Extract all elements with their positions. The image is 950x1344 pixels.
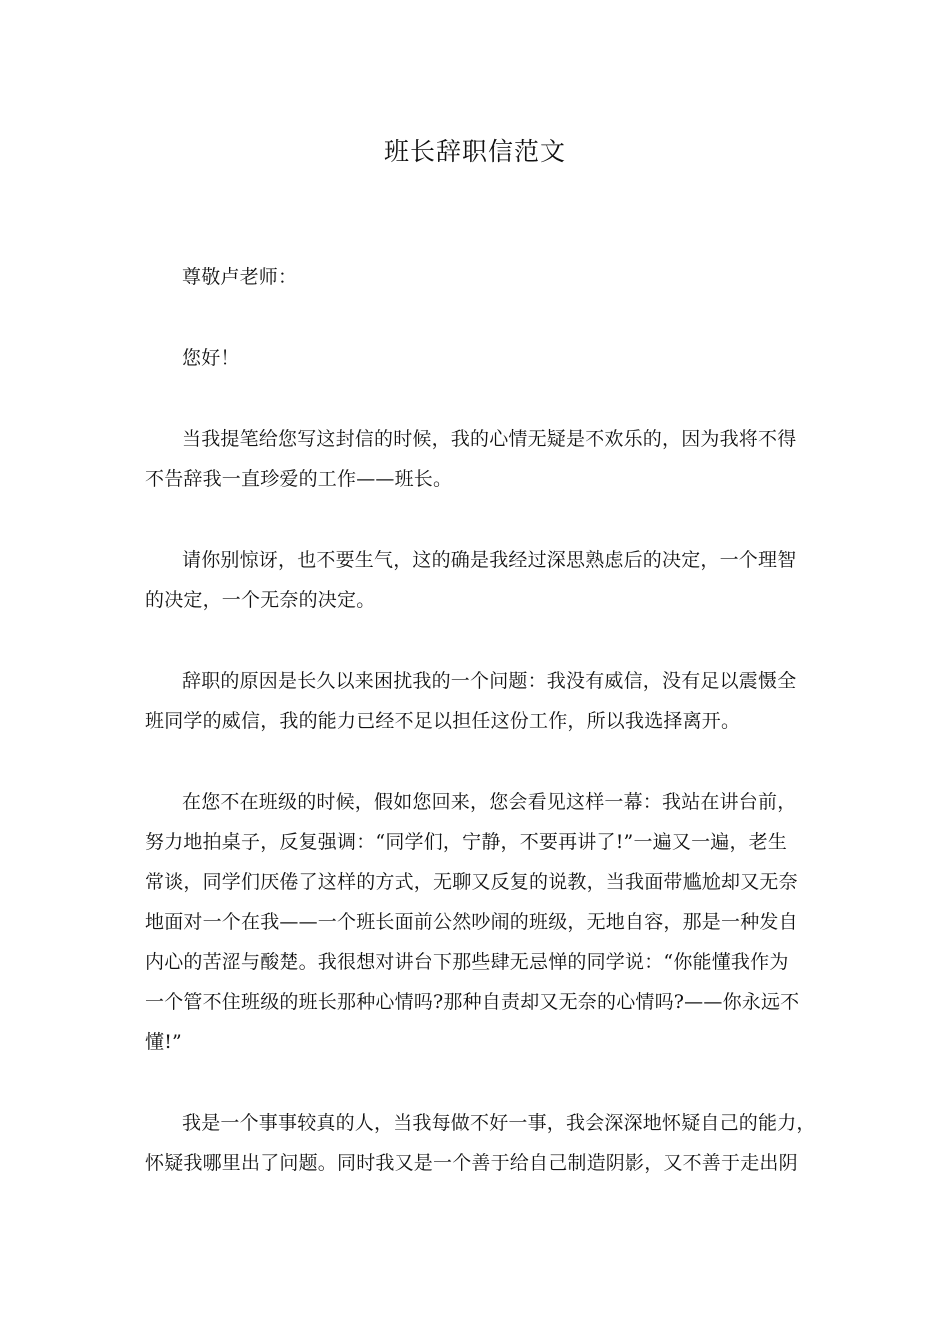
paragraph-line: 不告辞我一直珍爱的工作——班长。	[145, 468, 453, 490]
salutation: 尊敬卢老师：	[182, 266, 298, 288]
paragraph-line: 班同学的威信，我的能力已经不足以担任这份工作，所以我选择离开。	[145, 710, 741, 732]
paragraph-line: 在您不在班级的时候，假如您回来，您会看见这样一幕：我站在讲台前，	[182, 791, 797, 813]
paragraph-3	[145, 661, 805, 741]
paragraph-line: 一个管不住班级的班长那种心情吗?那种自责却又无奈的心情吗?——你永远不	[145, 991, 800, 1013]
paragraph-2	[145, 540, 805, 620]
paragraph-4	[145, 782, 805, 1062]
paragraph-line: 辞职的原因是长久以来困扰我的一个问题：我没有威信，没有足以震慑全	[182, 670, 797, 692]
document-title: 班长辞职信范文	[383, 137, 566, 166]
paragraph-line: 我是一个事事较真的人，当我每做不好一事，我会深深地怀疑自己的能力，	[182, 1112, 816, 1134]
paragraph-gap	[145, 620, 805, 661]
paragraph-5	[145, 1103, 816, 1183]
paragraph-gap	[145, 741, 805, 782]
paragraph-line: 努力地拍桌子，反复强调：“同学们，宁静，不要再讲了!”一遍又一遍，老生	[145, 831, 788, 853]
paragraph-gap	[145, 1062, 805, 1103]
paragraph-line: 内心的苦涩与酸楚。我很想对讲台下那些肆无忌惮的同学说：“你能懂我作为	[145, 951, 789, 973]
letter-body	[145, 257, 816, 1183]
paragraph-line: 请你别惊讶，也不要生气，这的确是我经过深思熟虑后的决定，一个理智	[182, 549, 797, 571]
paragraph-line: 懂!”	[145, 1031, 182, 1053]
paragraph-gap	[145, 499, 805, 540]
paragraph-line: 怀疑我哪里出了问题。同时我又是一个善于给自己制造阴影，又不善于走出阴	[145, 1152, 798, 1174]
paragraph-line: 的决定，一个无奈的决定。	[145, 589, 376, 611]
paragraph-1	[145, 419, 805, 499]
greeting: 您好！	[182, 347, 240, 369]
paragraph-gap	[145, 378, 805, 419]
paragraph-line: 地面对一个在我——一个班长面前公然吵闹的班级，无地自容，那是一种发自	[145, 911, 798, 933]
paragraph-gap	[145, 297, 805, 338]
paragraph-line: 当我提笔给您写这封信的时候，我的心情无疑是不欢乐的，因为我将不得	[182, 428, 797, 450]
paragraph-line: 常谈，同学们厌倦了这样的方式，无聊又反复的说教，当我面带尴尬却又无奈	[145, 871, 798, 893]
